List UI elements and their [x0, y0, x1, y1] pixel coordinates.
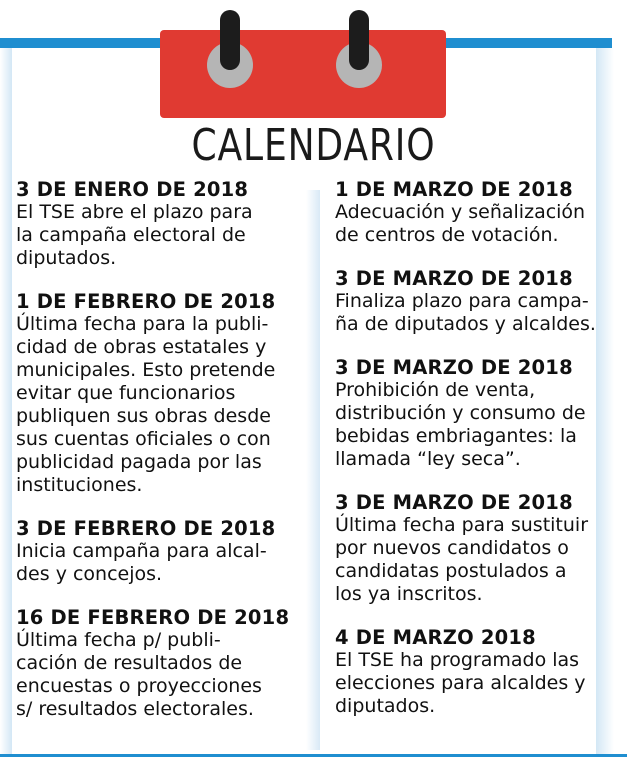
- entry-date: 3 DE ENERO DE 2018: [16, 178, 249, 201]
- bottom-accent-line: [0, 754, 627, 757]
- entry-text: Última fecha p/ publi- cación de resultados de encuestas o proyecciones s/ resultados electorales.: [16, 629, 262, 720]
- calendar-body: [160, 30, 446, 118]
- entry-date: 3 DE MARZO DE 2018: [335, 267, 573, 290]
- right-column: [335, 178, 615, 738]
- timeline-entry: [16, 290, 311, 497]
- calendar-hook-left: [220, 10, 240, 70]
- entry-text: El TSE abre el plazo para la campaña electoral de diputados.: [16, 201, 253, 269]
- timeline-entry: [335, 491, 615, 606]
- entry-text: Finaliza plazo para campa- ña de diputados y alcaldes.: [335, 290, 596, 335]
- timeline-entry: [335, 626, 615, 718]
- timeline-entry: [335, 267, 615, 336]
- entry-date: 3 DE MARZO DE 2018: [335, 356, 573, 379]
- calendar-hook-right: [349, 10, 369, 70]
- entry-text: Inicia campaña para alcal- des y concejos.: [16, 540, 267, 585]
- timeline-entry: [335, 178, 615, 247]
- entry-text: Adecuación y señalización de centros de votación.: [335, 201, 586, 246]
- entry-date: 3 DE MARZO DE 2018: [335, 491, 573, 514]
- page-title: CALENDARIO: [191, 120, 436, 171]
- left-column: [16, 178, 311, 741]
- left-shade-strip: [0, 48, 12, 754]
- entry-text: Última fecha para la publi- cidad de obras estatales y municipales. Esto pretende evitar que funcionarios publiquen sus obras desde sus cuentas oficiales o con publicidad pagada por las instituciones.: [16, 313, 276, 496]
- timeline-entry: [16, 178, 311, 270]
- entry-date: 3 DE FEBRERO DE 2018: [16, 517, 276, 540]
- entry-date: 1 DE FEBRERO DE 2018: [16, 290, 276, 313]
- timeline-entry: [335, 356, 615, 471]
- entry-text: Prohibición de venta, distribución y consumo de bebidas embriagantes: la llamada “ley seca”.: [335, 379, 586, 470]
- entry-date: 16 DE FEBRERO DE 2018: [16, 606, 290, 629]
- timeline-entry: [16, 517, 311, 586]
- entry-date: 4 DE MARZO 2018: [335, 626, 536, 649]
- entry-text: Última fecha para sustituir por nuevos candidatos o candidatas postulados a los ya inscritos.: [335, 514, 589, 605]
- entry-date: 1 DE MARZO DE 2018: [335, 178, 573, 201]
- entry-text: El TSE ha programado las elecciones para alcaldes y diputados.: [335, 649, 586, 717]
- timeline-entry: [16, 606, 311, 721]
